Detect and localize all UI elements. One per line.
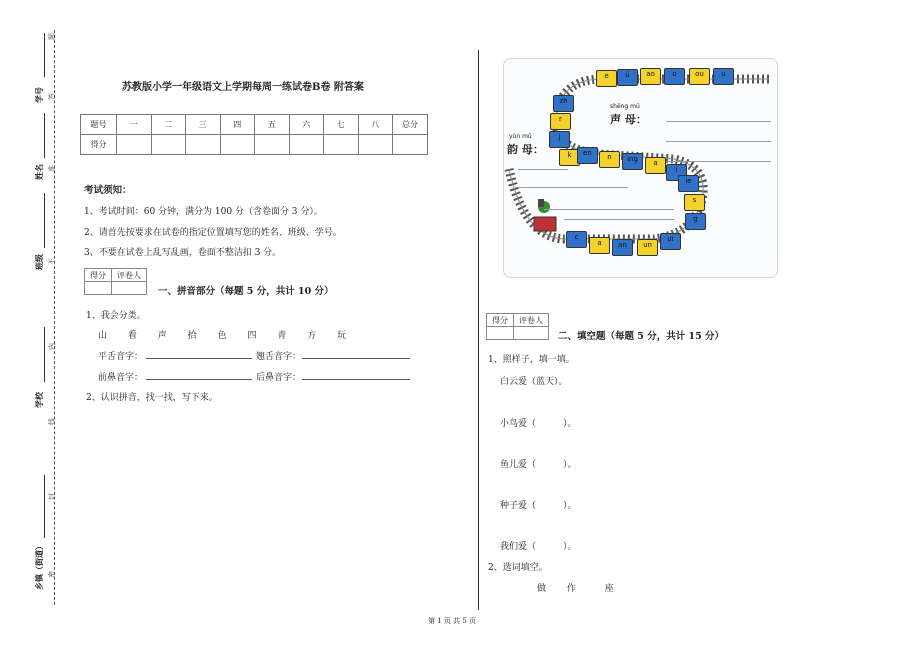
back-nasal-answer-line[interactable] (302, 379, 410, 380)
train-car (689, 68, 710, 85)
score-table-score-row (81, 135, 428, 155)
score-table-header-row (81, 115, 428, 135)
train-car (617, 69, 638, 86)
seal-char-4: 不 (48, 258, 56, 265)
car-label: ou (695, 70, 704, 78)
word-choice-list (537, 581, 614, 594)
train-car (678, 175, 699, 192)
char-item: 色 (217, 331, 227, 341)
township-line (44, 475, 45, 538)
car-label: a (653, 159, 658, 167)
car-label: u (721, 70, 726, 78)
train-car (685, 213, 706, 230)
back-nasal-label: 后鼻音字： (256, 373, 302, 383)
train-car (637, 239, 658, 256)
word-choice: 做 (537, 584, 547, 594)
notice-item-3: 3、不要在试卷上乱写乱画，卷面不整洁扣 3 分。 (84, 248, 282, 258)
train-car (553, 95, 574, 112)
car-label: ie (685, 177, 692, 185)
train-car (640, 68, 661, 85)
score-cell: 总分 (393, 115, 428, 135)
fill-line-4[interactable]: 我们爱（ ）。 (500, 542, 577, 552)
train-car (660, 233, 681, 250)
fill-line-1[interactable]: 小鸟爱（ ）。 (500, 419, 577, 429)
yunmu-answer-line[interactable] (564, 219, 674, 220)
score-input-cell[interactable] (289, 135, 324, 155)
train-car (645, 157, 666, 174)
score-input-cell[interactable] (186, 135, 221, 155)
grader-reviewer-label: 评卷人 (112, 269, 147, 282)
car-label: ü (625, 71, 630, 79)
train-car (622, 153, 643, 170)
score-input-cell[interactable] (393, 135, 428, 155)
section2-title: 二、填空题（每题 5 分，共计 15 分） (558, 331, 725, 342)
seal-char-1: 题 (48, 33, 56, 40)
grader-score-label: 得分 (85, 269, 112, 282)
curled-tongue-label: 翘舌音字： (256, 352, 302, 362)
yunmu-answer-line[interactable] (544, 209, 674, 210)
score-cell: 三 (186, 115, 221, 135)
train-car (599, 151, 620, 168)
column-divider (478, 50, 479, 610)
car-label: g (693, 215, 698, 223)
score-cell: 二 (151, 115, 186, 135)
car-label: ui (667, 235, 674, 243)
char-item: 四 (247, 331, 257, 341)
notice-title: 考试须知： (84, 185, 132, 196)
grader-score-label: 得分 (487, 314, 514, 327)
shengmu-answer-line[interactable] (666, 121, 771, 122)
score-cell: 一 (117, 115, 152, 135)
score-cell: 题号 (81, 115, 117, 135)
yunmu-answer-line[interactable] (518, 187, 628, 188)
notice-item-2: 2、请首先按要求在试卷的指定位置填写您的姓名、班级、学号。 (84, 228, 342, 238)
car-label: zh (559, 97, 568, 105)
seal-char-2: 答 (48, 93, 56, 100)
car-label: s (692, 196, 697, 204)
grader-score-cell[interactable] (487, 327, 514, 340)
shengmu-answer-line[interactable] (666, 161, 771, 162)
car-label: un (643, 241, 652, 249)
car-label: ao (646, 70, 655, 78)
section2-example: 白云爱（蓝天）。 (500, 377, 568, 387)
front-nasal-answer-line[interactable] (146, 379, 252, 380)
train-car (684, 194, 705, 211)
flat-tongue-label: 平舌音字： (98, 352, 144, 362)
car-label: r (559, 115, 562, 123)
front-nasal-label: 前鼻音字： (98, 373, 144, 383)
grader-box-2 (486, 313, 549, 340)
page-number: 第 1 页 共 5 页 (428, 617, 477, 625)
char-item: 方 (307, 331, 317, 341)
score-input-cell[interactable] (255, 135, 290, 155)
school-line (44, 327, 45, 382)
car-label: j (558, 133, 561, 141)
train-car (577, 147, 598, 164)
car-label: c (574, 233, 579, 241)
char-item: 看 (127, 331, 137, 341)
pinyin-train-picture (503, 58, 778, 278)
section2-q2: 2、选词填空。 (488, 563, 548, 573)
notice-item-1: 1、考试时间：60 分钟，满分为 100 分（含卷面分 3 分）。 (84, 207, 323, 217)
yunmu-label: 韵 母： (507, 143, 544, 156)
train-car (664, 68, 685, 85)
score-input-cell[interactable] (324, 135, 359, 155)
score-input-cell[interactable] (220, 135, 255, 155)
car-label: ing (627, 155, 638, 163)
seal-char-7: 封 (48, 493, 56, 500)
seal-char-3: 准 (48, 165, 56, 172)
shengmu-pinyin: shēng mǔ (610, 103, 640, 110)
score-cell: 四 (220, 115, 255, 135)
score-input-cell[interactable] (358, 135, 393, 155)
car-label: i (675, 166, 678, 174)
grader-reviewer-label: 评卷人 (514, 314, 549, 327)
grader-box-1 (84, 268, 147, 295)
seal-char-8: 密 (48, 571, 56, 578)
train-car (596, 70, 617, 87)
car-label: en (583, 149, 592, 157)
name-label: 姓名 (34, 164, 44, 180)
shengmu-label: 声 母： (610, 113, 647, 126)
car-label: k (567, 151, 572, 159)
score-input-cell[interactable] (151, 135, 186, 155)
yunmu-pinyin: yùn mǔ (509, 133, 532, 140)
score-row-label: 得分 (81, 135, 117, 155)
section1-char-list (98, 328, 346, 341)
car-label: e (604, 72, 609, 80)
binding-dashed-line (54, 30, 55, 605)
char-item: 青 (277, 331, 287, 341)
score-table (80, 114, 428, 155)
train-car (612, 239, 633, 256)
score-cell: 六 (289, 115, 324, 135)
name-line (44, 113, 45, 158)
score-cell: 五 (255, 115, 290, 135)
char-item: 声 (157, 331, 167, 341)
score-cell: 八 (358, 115, 393, 135)
car-label: n (607, 153, 612, 161)
seal-char-6: 线 (48, 418, 56, 425)
fill-line-2[interactable]: 鱼儿爱（ ）。 (500, 460, 577, 470)
class-line (44, 193, 45, 248)
school-label: 学校 (34, 392, 44, 408)
word-choice: 座 (604, 584, 614, 594)
train-car (589, 237, 610, 254)
seal-char-5: 内 (48, 343, 56, 350)
car-label: an (618, 241, 627, 249)
student-id-label: 学号 (34, 87, 44, 103)
score-cell: 七 (324, 115, 359, 135)
car-label: o (672, 70, 677, 78)
class-label: 班级 (34, 254, 44, 270)
char-item: 玩 (337, 331, 347, 341)
section2-q1: 1、照样子，填一填。 (488, 355, 575, 365)
section1-q1: 1、我会分类。 (86, 311, 146, 321)
section1-title: 一、拼音部分（每题 5 分，共计 10 分） (158, 286, 334, 297)
yunmu-answer-line[interactable] (518, 169, 568, 170)
shengmu-answer-line[interactable] (666, 141, 771, 142)
score-input-cell[interactable] (117, 135, 152, 155)
grader-reviewer-cell[interactable] (514, 327, 549, 340)
car-label: a (597, 239, 602, 247)
curled-tongue-answer-line[interactable] (302, 358, 410, 359)
char-item: 拾 (187, 331, 197, 341)
word-choice: 作 (566, 584, 576, 594)
train-car (713, 68, 734, 85)
grader-score-cell[interactable] (85, 282, 112, 295)
student-id-line (44, 33, 45, 77)
flat-tongue-answer-line[interactable] (146, 358, 252, 359)
grader-reviewer-cell[interactable] (112, 282, 147, 295)
train-car (549, 131, 570, 148)
train-car (550, 113, 571, 130)
char-item: 山 (98, 331, 108, 341)
fill-line-3[interactable]: 种子爱（ ）。 (500, 501, 577, 511)
section1-q2: 2、认识拼音，找一找，写下来。 (86, 393, 218, 403)
page-title: 苏教版小学一年级语文上学期每周一练试卷B卷 附答案 (122, 82, 364, 93)
train-car (566, 231, 587, 248)
township-label: 乡镇（街道） (34, 542, 44, 590)
